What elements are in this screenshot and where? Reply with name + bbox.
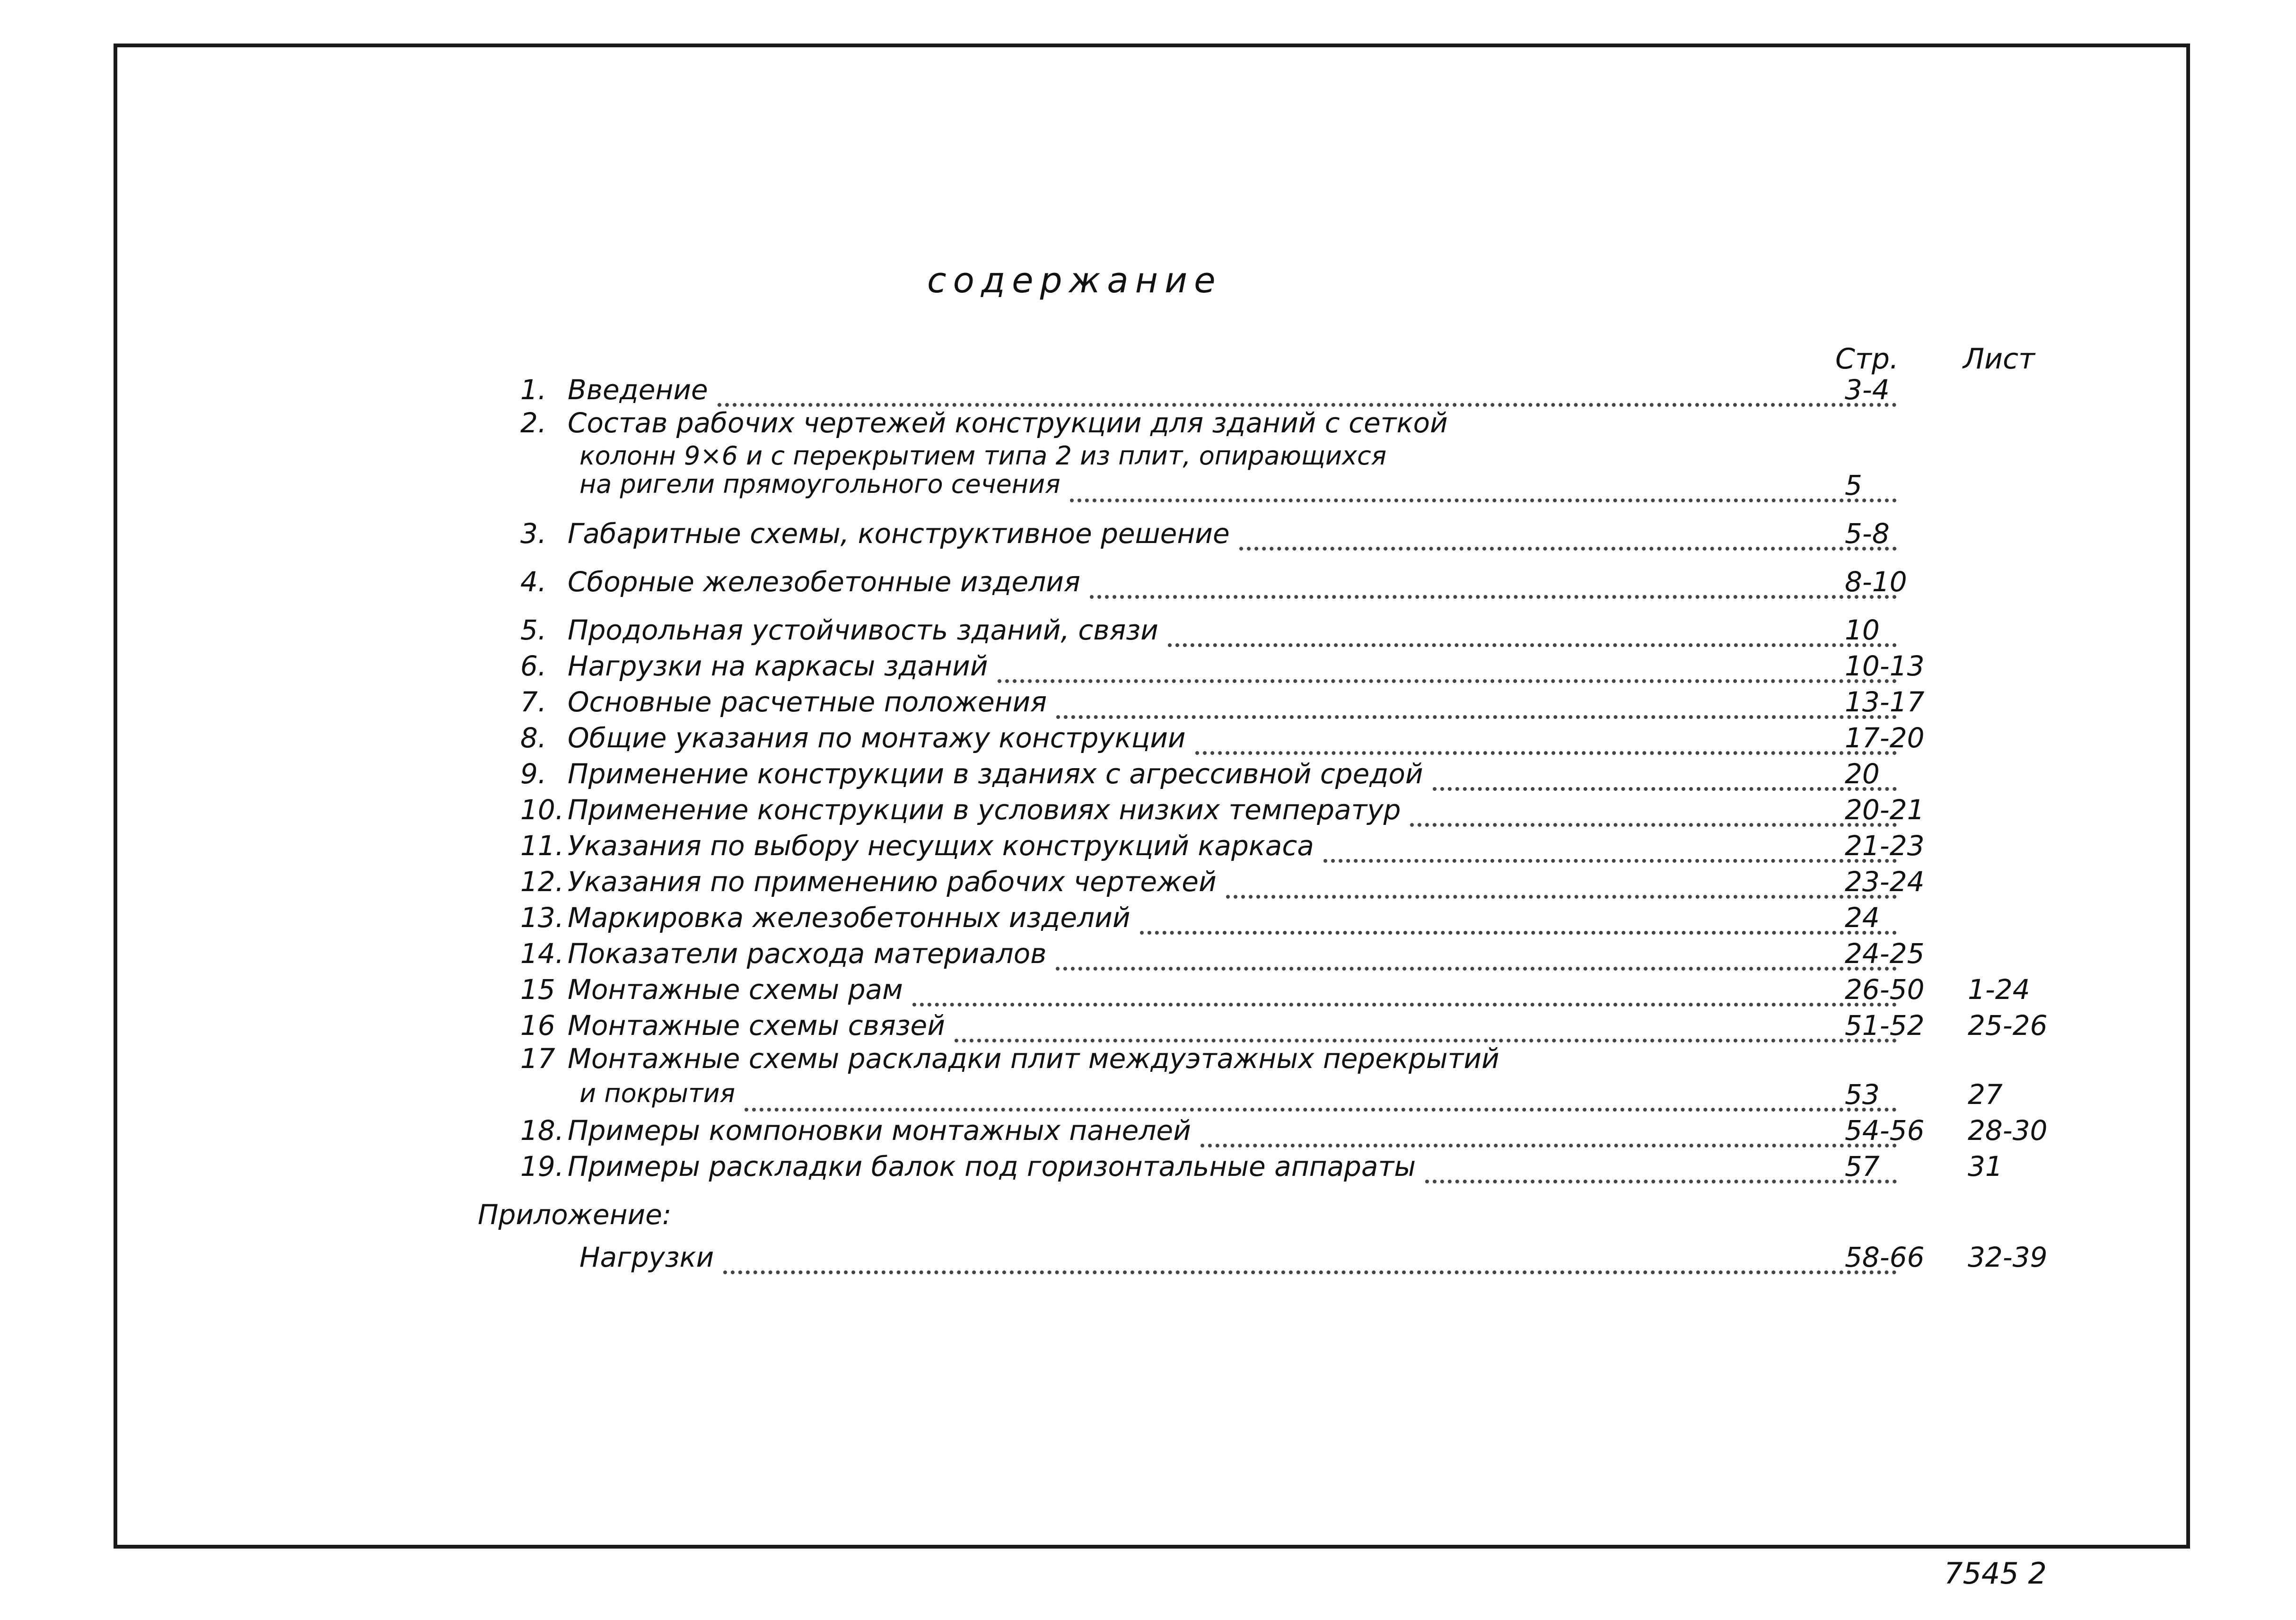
- toc-entry-title: Показатели расхода материалов: [568, 937, 1047, 970]
- toc-entry-number: 4.: [520, 566, 547, 598]
- toc-entry-title: Сборные железобетонные изделия: [568, 566, 1080, 598]
- toc-entry-title: Указания по выбору несущих конструкций каркаса: [568, 830, 1314, 862]
- toc-entry-number: 10.: [520, 794, 564, 826]
- toc-entry-sheet: 27: [1968, 1078, 2003, 1111]
- toc-entry-row: [520, 1150, 2072, 1186]
- toc-leader-dots: [1070, 463, 1897, 502]
- toc-entry-row: [520, 566, 2072, 602]
- appendix-item: Нагрузки: [579, 1241, 714, 1273]
- toc-entry-sheet: 25-26: [1968, 1009, 2048, 1042]
- toc-entry-line: колонн 9×6 и с перекрытием типа 2 из плит, опирающихся: [579, 441, 1387, 471]
- toc-entry-title: Общие указания по монтажу конструкции: [568, 722, 1186, 754]
- toc-leader-dots: [1433, 751, 1897, 791]
- toc-leader-dots: [1195, 715, 1897, 755]
- toc-entry-title: Применение конструкции в условиях низких температур: [568, 794, 1401, 826]
- toc-entry-sheet: 31: [1968, 1150, 2003, 1182]
- toc-entry-number: 18.: [520, 1114, 564, 1147]
- toc-entry-line: 2. Состав рабочих чертежей конструкции для зданий с сеткой: [520, 407, 1448, 439]
- toc-entry: [520, 1042, 2072, 1114]
- toc-entry-sheet: 1-24: [1968, 973, 2030, 1006]
- toc-entry-number: 7.: [520, 686, 547, 718]
- toc-entry-row: [520, 1009, 2072, 1045]
- toc-entry-page: 20: [1845, 758, 1880, 790]
- toc-leader-dots: [723, 1235, 1897, 1274]
- toc-entry-title: Габаритные схемы, конструктивное решение: [568, 517, 1230, 550]
- toc-entry-title: Применение конструкции в зданиях с агрессивной средой: [568, 758, 1423, 790]
- toc-entry-number: 13.: [520, 902, 564, 934]
- toc-entry-page: 13-17: [1845, 686, 1925, 718]
- toc-entry: [520, 517, 2072, 553]
- toc-entry-number: 12.: [520, 866, 564, 898]
- toc-entry-page: 17-20: [1845, 722, 1925, 754]
- toc-entry-number: 11.: [520, 830, 564, 862]
- toc-entry-number: 19.: [520, 1150, 564, 1182]
- toc-entry-number: 2.: [520, 407, 547, 439]
- toc-entry-title: и покрытия: [579, 1078, 736, 1108]
- toc-leader-dots: [1410, 787, 1897, 827]
- toc-spacer: [520, 1186, 2072, 1199]
- toc-entry-title: Монтажные схемы связей: [568, 1009, 945, 1042]
- toc-entry: [520, 1009, 2072, 1045]
- toc-entry-title: Монтажные схемы рам: [568, 973, 903, 1006]
- toc-entry-page: 10: [1845, 614, 1880, 646]
- toc-entry-page: 54-56: [1845, 1114, 1925, 1147]
- toc-leader-dots: [1226, 859, 1897, 899]
- toc-entry-page: 5-8: [1845, 517, 1890, 550]
- toc-entry-line: 17 Монтажные схемы раскладки плит междуэтажных перекрытий: [520, 1042, 1499, 1075]
- table-of-contents: [478, 374, 2072, 1277]
- toc-entry-page: 3-4: [1845, 374, 1890, 406]
- toc-entry-row: [520, 469, 2072, 505]
- toc-leader-dots: [998, 643, 1897, 683]
- sheet-stamp: 7545 2: [1944, 1556, 2047, 1591]
- toc-entry: [520, 374, 2072, 410]
- toc-leader-dots: [912, 967, 1897, 1007]
- toc-entry-number: 14.: [520, 937, 564, 970]
- toc-entry-title: Примеры компоновки монтажных панелей: [568, 1114, 1191, 1147]
- toc-entry-title: на ригели прямоугольного сечения: [579, 469, 1060, 499]
- toc-entry-page: 10-13: [1845, 650, 1925, 682]
- toc-entry-title: Основные расчетные положения: [568, 686, 1047, 718]
- toc-entry-title: Примеры раскладки балок под горизонтальные аппараты: [568, 1150, 1416, 1182]
- appendix-sheet: 32-39: [1968, 1241, 2048, 1273]
- toc-leader-dots: [1140, 895, 1897, 935]
- toc-entry-title: Нагрузки на каркасы зданий: [568, 650, 988, 682]
- toc-entry-page: 5: [1845, 469, 1862, 501]
- toc-entry-number: 17: [520, 1042, 555, 1075]
- toc-entry-page: 23-24: [1845, 866, 1925, 898]
- toc-entry: [520, 407, 2072, 505]
- toc-entry-number: 8.: [520, 722, 547, 754]
- toc-entry-title: Указания по применению рабочих чертежей: [568, 866, 1217, 898]
- toc-entry-page: 24-25: [1845, 937, 1925, 970]
- toc-entry: [520, 1150, 2072, 1186]
- toc-entry-page: 24: [1845, 902, 1880, 934]
- toc-entry-page: 20-21: [1845, 794, 1925, 826]
- toc-entry-number: 1.: [520, 374, 547, 406]
- col-header-sheet: Лист: [1963, 342, 2035, 376]
- toc-entry-number: 9.: [520, 758, 547, 790]
- appendix-page: 58-66: [1845, 1241, 1925, 1273]
- toc-leader-dots: [1425, 1144, 1897, 1183]
- appendix-label: Приложение:: [478, 1199, 672, 1231]
- toc-entry-page: 51-52: [1845, 1009, 1925, 1042]
- toc-entry-number: 15: [520, 973, 555, 1006]
- toc-entry-row: [520, 517, 2072, 553]
- toc-entry-row: [520, 374, 2072, 410]
- toc-entry-number: 5.: [520, 614, 547, 646]
- toc-leader-dots: [745, 1072, 1897, 1112]
- toc-entry-page: 8-10: [1845, 566, 1907, 598]
- toc-entry-sheet: 28-30: [1968, 1114, 2048, 1147]
- toc-entry-page: 57: [1845, 1150, 1880, 1182]
- toc-entry-title: Продольная устойчивость зданий, связи: [568, 614, 1158, 646]
- toc-leader-dots: [1239, 511, 1897, 551]
- toc-leader-dots: [1056, 931, 1897, 971]
- toc-entry-title: Маркировка железобетонных изделий: [568, 902, 1130, 934]
- toc-leader-dots: [1090, 559, 1897, 599]
- appendix-row: [520, 1241, 2072, 1277]
- page-title: содержание: [927, 260, 1222, 301]
- toc-entry-number: 3.: [520, 517, 547, 550]
- toc-leader-dots: [1201, 1108, 1897, 1147]
- toc-entry-number: 6.: [520, 650, 547, 682]
- toc-entry: [520, 566, 2072, 602]
- toc-leader-dots: [1323, 823, 1897, 863]
- toc-leader-dots: [955, 1003, 1897, 1042]
- toc-leader-dots: [1168, 607, 1897, 647]
- toc-leader-dots: [1056, 679, 1897, 719]
- toc-entry-page: 26-50: [1845, 973, 1925, 1006]
- col-header-page: Стр.: [1835, 342, 1899, 376]
- toc-leader-dots: [718, 367, 1897, 407]
- toc-entry-page: 21-23: [1845, 830, 1925, 862]
- toc-entry-page: 53: [1845, 1078, 1880, 1111]
- toc-entry-title: Введение: [568, 374, 708, 406]
- toc-entry-number: 16: [520, 1009, 555, 1042]
